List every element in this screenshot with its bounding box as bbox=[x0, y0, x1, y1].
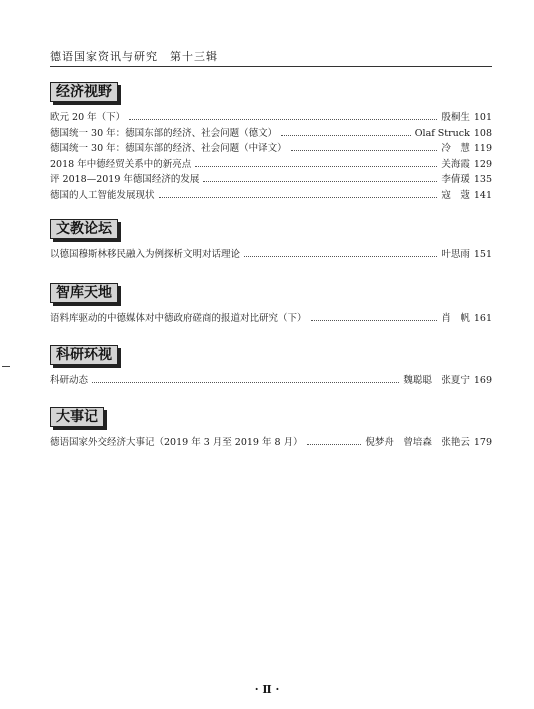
section-title: 智库天地 bbox=[50, 283, 118, 303]
dot-leader bbox=[311, 311, 438, 321]
toc-entry[interactable] bbox=[50, 188, 492, 204]
dot-leader bbox=[159, 188, 438, 198]
section-research bbox=[50, 344, 492, 389]
entry-page: 179 bbox=[473, 437, 492, 448]
section-chronicle bbox=[50, 406, 492, 451]
dot-leader bbox=[195, 157, 437, 167]
section-title: 文教论坛 bbox=[50, 219, 118, 239]
section-culture-education bbox=[50, 218, 492, 263]
dot-leader bbox=[129, 110, 437, 120]
entry-title: 德国的人工智能发展现状 bbox=[50, 189, 155, 201]
dot-leader bbox=[307, 435, 362, 445]
entry-title: 以德国穆斯林移民融入为例探析文明对话理论 bbox=[50, 249, 241, 260]
entry-author: 冷 慧 bbox=[441, 143, 470, 154]
entry-author: 殷桐生 bbox=[441, 112, 470, 123]
toc-entry[interactable] bbox=[50, 141, 492, 157]
section-title: 经济视野 bbox=[50, 82, 118, 102]
toc-entry[interactable] bbox=[50, 435, 492, 451]
entry-page: 135 bbox=[473, 174, 492, 185]
entry-title: 欧元 20 年（下） bbox=[50, 112, 126, 123]
entry-page: 141 bbox=[473, 189, 492, 201]
toc-entries bbox=[50, 110, 492, 203]
entry-page: 151 bbox=[473, 249, 492, 260]
entry-author: 肖 帆 bbox=[441, 313, 470, 324]
toc-entry[interactable] bbox=[50, 311, 492, 327]
margin-mark bbox=[2, 366, 10, 367]
entry-page: 161 bbox=[473, 313, 492, 324]
entry-author: 李倩瑗 bbox=[441, 174, 470, 185]
entry-title: 德语国家外交经济大事记（2019 年 3 月至 2019 年 8 月） bbox=[50, 437, 303, 448]
entry-page: 129 bbox=[473, 158, 492, 170]
entry-title: 德国统一 30 年：德国东部的经济、社会问题（中译文） bbox=[50, 143, 287, 154]
entry-title: 2018 年中德经贸关系中的新亮点 bbox=[50, 158, 192, 170]
toc-entry[interactable] bbox=[50, 172, 492, 188]
toc-entry[interactable] bbox=[50, 126, 492, 142]
dot-leader bbox=[92, 373, 399, 383]
dot-leader bbox=[281, 126, 411, 136]
section-title: 大事记 bbox=[50, 407, 104, 427]
dot-leader bbox=[203, 172, 437, 182]
running-head: 德语国家资讯与研究 第十三辑 bbox=[50, 50, 218, 63]
entry-title: 评 2018—2019 年德国经济的发展 bbox=[50, 174, 200, 185]
toc-entries bbox=[50, 247, 492, 263]
section-think-tank bbox=[50, 282, 492, 327]
toc-entry[interactable] bbox=[50, 373, 492, 389]
dot-leader bbox=[291, 141, 438, 151]
dot-leader bbox=[244, 247, 437, 257]
toc-entry[interactable] bbox=[50, 157, 492, 173]
entry-author: 倪梦舟 曾培森 张艳云 bbox=[365, 437, 470, 448]
entry-page: 169 bbox=[473, 375, 492, 386]
header-rule bbox=[50, 66, 492, 67]
entry-title: 科研动态 bbox=[50, 375, 89, 386]
section-title: 科研环视 bbox=[50, 345, 118, 365]
section-economy bbox=[50, 81, 492, 203]
entry-author: 叶思雨 bbox=[441, 249, 470, 260]
page-number: · Ⅱ · bbox=[254, 683, 280, 696]
entry-title: 语料库驱动的中德媒体对中德政府磋商的报道对比研究（下） bbox=[50, 313, 307, 324]
entry-page: 101 bbox=[473, 112, 492, 123]
toc-entry[interactable] bbox=[50, 110, 492, 126]
entry-author: 寇 蔻 bbox=[441, 189, 470, 201]
entry-author: Olaf Struck bbox=[414, 127, 470, 139]
toc-entry[interactable] bbox=[50, 247, 492, 263]
toc-entries bbox=[50, 311, 492, 327]
entry-title: 德国统一 30 年：德国东部的经济、社会问题（德文） bbox=[50, 127, 278, 139]
entry-page: 119 bbox=[473, 143, 492, 154]
toc-entries bbox=[50, 435, 492, 451]
entry-page: 108 bbox=[473, 127, 492, 139]
entry-author: 关海霞 bbox=[441, 158, 470, 170]
toc-entries bbox=[50, 373, 492, 389]
entry-author: 魏聪聪 张夏宁 bbox=[403, 375, 470, 386]
